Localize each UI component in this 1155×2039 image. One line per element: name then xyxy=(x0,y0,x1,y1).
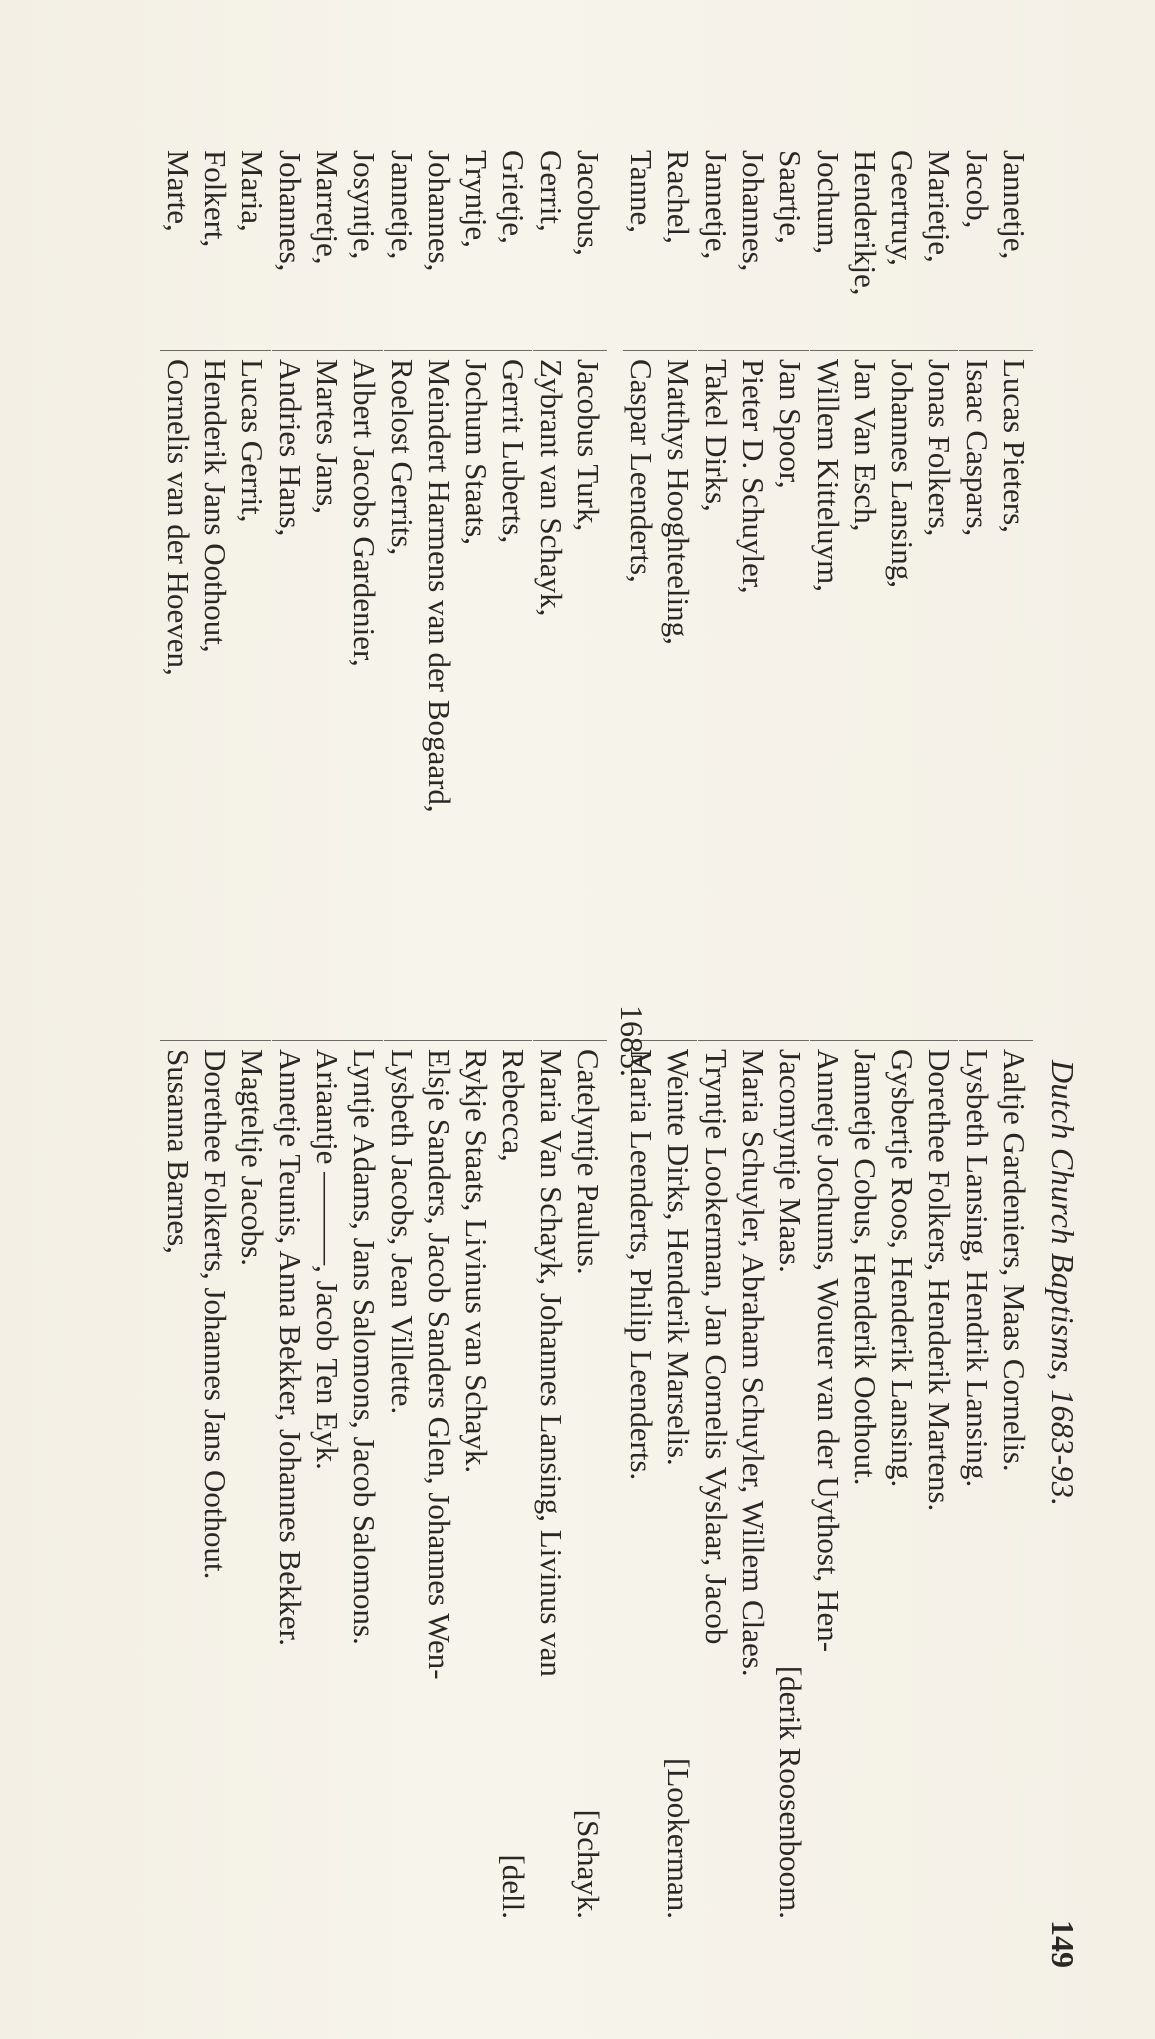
witness-names: Gysbertje Roos, Henderik Lansing. xyxy=(884,1040,921,1487)
baptisms-1685-section xyxy=(159,0,607,2039)
child-name: Jacob, xyxy=(959,150,995,229)
child-name: Josyntje, xyxy=(347,150,383,260)
baptism-record xyxy=(532,0,569,2039)
parent-name: Cornelis van der Hoeven, xyxy=(160,350,197,676)
baptism-record xyxy=(958,0,995,2039)
baptisms-1684-section xyxy=(623,0,1033,2039)
child-name: Jannetje, xyxy=(384,150,420,260)
baptism-record xyxy=(847,0,884,2039)
continuation-note: [Lookerman. xyxy=(661,1758,697,1919)
parent-name: Jan Spoor, xyxy=(772,350,809,489)
witness-names: Annetje Teunis, Anna Bekker, Johannes Bekker. xyxy=(272,1040,309,1646)
child-name: Gerrit, xyxy=(533,150,569,232)
witness-names: Jannetje Cobus, Henderik Oothout. xyxy=(847,1040,884,1486)
child-name: Jochum, xyxy=(810,150,846,255)
witness-names: Susanna Barnes, xyxy=(160,1040,197,1254)
child-name: Jacobus, xyxy=(571,150,606,256)
witness-names: Dorethee Folkerts, Johannes Jans Oothout. xyxy=(197,1040,234,1579)
baptism-record xyxy=(234,0,271,2039)
witness-names: Lyntje Adams, Jans Salomons, Jacob Salomons. xyxy=(346,1040,383,1645)
child-name: Johannes, xyxy=(421,150,457,272)
parent-name: Zybrant van Schayk, xyxy=(533,350,570,616)
parent-name: Roelost Gerrits, xyxy=(384,350,421,555)
baptism-record xyxy=(884,0,921,2039)
parent-name: Caspar Leenderts, xyxy=(623,350,660,583)
witness-names: Lysbeth Lansing, Hendrik Lansing. xyxy=(959,1040,996,1487)
witness-names: Rykje Staats, Livinus van Schayk. xyxy=(458,1040,495,1473)
baptism-record xyxy=(772,0,809,2039)
baptism-record xyxy=(921,0,958,2039)
baptism-record xyxy=(421,0,458,2039)
witness-names: Jacomyntje Maas. xyxy=(772,1040,809,1273)
child-name: Grietje, xyxy=(496,150,532,244)
baptism-record xyxy=(271,0,308,2039)
child-name: Saartje, xyxy=(773,150,809,244)
baptism-record xyxy=(309,0,346,2039)
parent-name: Takel Dirks, xyxy=(698,350,735,512)
parent-name: Lucas Pieters, xyxy=(996,350,1033,533)
page-number: 149 xyxy=(1045,1920,1081,1968)
witness-names: Ariaantje ———, Jacob Ten Eyk. xyxy=(309,1040,346,1470)
parent-name: Albert Jacobs Gardenier, xyxy=(346,350,383,667)
parent-name: Isaac Caspars, xyxy=(959,350,996,536)
child-name: Folkert, xyxy=(198,150,234,248)
baptism-record xyxy=(809,0,846,2039)
witness-names: Maria Van Schayk, Johannes Lansing, Livinus van xyxy=(533,1040,570,1677)
baptism-record xyxy=(383,0,420,2039)
baptism-record xyxy=(697,0,734,2039)
witness-names: Maria Schuyler, Abraham Schuyler, Willem Claes. xyxy=(735,1040,772,1677)
baptism-record xyxy=(495,0,532,2039)
baptism-record xyxy=(996,0,1033,2039)
child-name: Johannes, xyxy=(735,150,771,272)
parent-name: Jochum Staats, xyxy=(458,350,495,545)
child-name: Rachel, xyxy=(661,150,697,244)
continuation-note: [dell. xyxy=(496,1854,532,1919)
year-heading: 1685. xyxy=(614,1005,650,1077)
page-title: Dutch Church Baptisms, 1683-93. xyxy=(1045,1060,1081,1507)
witness-names: Aaltje Gardeniers, Maas Cornelis. xyxy=(996,1040,1033,1472)
parent-name: Martes Jans, xyxy=(309,350,346,514)
parent-name: Johannes Lansing, xyxy=(884,350,921,588)
parent-name: Jacobus Turk, xyxy=(570,350,607,531)
child-name: Johannes, xyxy=(272,150,308,272)
child-name: Marte, xyxy=(160,150,196,232)
witness-names: Lysbeth Jacobs, Jean Villette. xyxy=(384,1040,421,1414)
child-name: Tryntje, xyxy=(459,150,495,248)
witness-names: Tryntje Lookerman, Jan Cornelis Vyslaar, Jacob xyxy=(698,1040,735,1644)
child-name: Tanne, xyxy=(624,150,660,234)
parent-name: Henderik Jans Oothout, xyxy=(197,350,234,653)
baptism-record xyxy=(346,0,383,2039)
witness-names: Maria Leenderts, Philip Leenderts. xyxy=(623,1040,660,1480)
child-name: Jannetje, xyxy=(997,150,1032,260)
baptism-record xyxy=(735,0,772,2039)
witness-names: Weinte Dirks, Henderik Marselis. xyxy=(660,1040,697,1466)
child-name: Geertruy, xyxy=(885,150,921,266)
child-name: Jannetje, xyxy=(698,150,734,260)
witness-names: Dorethee Folkers, Henderik Martens. xyxy=(921,1040,958,1511)
child-name: Marretje, xyxy=(309,150,345,265)
witness-names: Elsje Sanders, Jacob Sanders Glen, Johannes Wen- xyxy=(421,1040,458,1680)
parent-name: Jan Van Esch, xyxy=(847,350,884,531)
parent-name: Lucas Gerrit, xyxy=(234,350,271,523)
child-name: Maria, xyxy=(235,150,271,232)
baptism-record xyxy=(458,0,495,2039)
witness-names: Catelyntje Paulus. xyxy=(570,1040,607,1275)
parent-name: Willem Kitteluym, xyxy=(810,350,847,592)
baptism-record xyxy=(570,0,607,2039)
baptism-record xyxy=(197,0,234,2039)
continuation-note: [Schayk. xyxy=(571,1809,606,1919)
parent-name: Pieter D. Schuyler, xyxy=(735,350,772,594)
parent-name: Andries Hans, xyxy=(272,350,309,536)
parent-name: Matthys Hooghteeling, xyxy=(660,350,697,645)
baptism-record xyxy=(660,0,697,2039)
parent-name: Gerrit Luberts, xyxy=(495,350,532,543)
child-name: Henderikje, xyxy=(847,150,883,296)
witness-names: Magteltje Jacobs. xyxy=(234,1040,271,1266)
parent-name: Jonas Folkers, xyxy=(921,350,958,536)
running-header xyxy=(1035,0,1081,2039)
continuation-note: [derik Roosenboom. xyxy=(773,1665,809,1919)
child-name: Marietje, xyxy=(922,150,958,263)
parent-name: Meindert Harmens van der Bogaard, xyxy=(421,350,458,813)
witness-names: Rebecca, xyxy=(495,1040,532,1162)
baptism-record xyxy=(159,0,196,2039)
witness-names: Annetje Jochums, Wouter van der Uythost, Hen- xyxy=(810,1040,847,1652)
